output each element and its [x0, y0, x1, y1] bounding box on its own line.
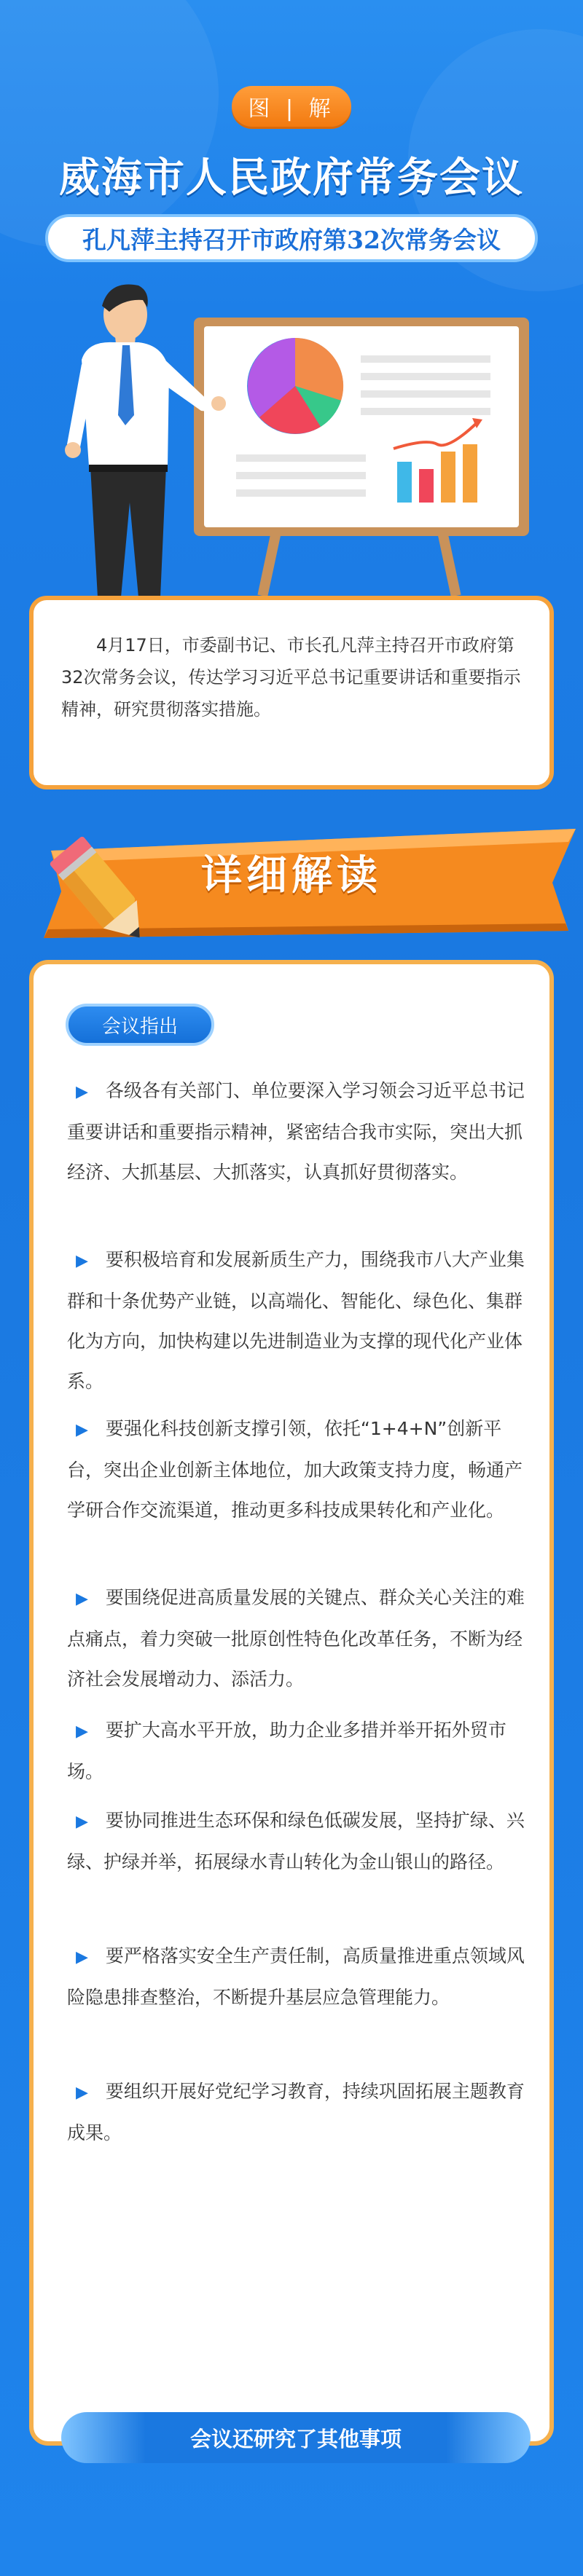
- background-circle: [0, 0, 219, 248]
- presenter-illustration: [0, 269, 583, 604]
- triangle-right-icon: ▶: [76, 1813, 88, 1831]
- list-item: ▶ 要积极培育和发展新质生产力，围绕我市八大产业集群和十条优势产业链，以高端化、智能化、绿色化、集群化为方向，加快构建以先进制造业为支撑的现代化产业体系。: [67, 1240, 528, 1401]
- triangle-right-icon: ▶: [76, 1948, 88, 1966]
- intro-card: [29, 596, 554, 789]
- page-title: 威海市人民政府常务会议: [59, 154, 524, 202]
- section-banner-label: 详细解读: [201, 851, 382, 899]
- triangle-right-icon: ▶: [76, 1722, 88, 1741]
- list-item: ▶ 要扩大高水平开放，助力企业多措并举开拓外贸市场。: [67, 1710, 528, 1792]
- page-subtitle: 孔凡萍主持召开市政府第32次常务会议: [45, 214, 538, 262]
- graphic-tag: 图 | 解: [232, 86, 351, 127]
- list-item: ▶ 要严格落实安全生产责任制，高质量推进重点领域风险隐患排查整治，不断提升基层应急管理能力。: [67, 1936, 528, 2017]
- list-item: ▶ 要协同推进生态环保和绿色低碳发展，坚持扩绿、兴绿、护绿并举，拓展绿水青山转化为金山银山的路径。: [67, 1800, 528, 1882]
- list-item: ▶ 要围绕促进高质量发展的关键点、群众关心关注的难点痛点，着力突破一批原创性特色化改革任务，不断为经济社会发展增动力、添活力。: [67, 1577, 528, 1699]
- section-tag: 会议指出: [66, 1004, 214, 1046]
- triangle-right-icon: ▶: [76, 1590, 88, 1608]
- triangle-right-icon: ▶: [76, 1252, 88, 1270]
- triangle-right-icon: ▶: [76, 1421, 88, 1439]
- intro-text: 4月17日，市委副书记、市长孔凡萍主持召开市政府第32次常务会议，传达学习习近平总书记重要讲话和重要指示精神，研究贯彻落实措施。: [61, 635, 521, 720]
- other-matters-label: 会议还研究了其他事项: [61, 2412, 531, 2463]
- triangle-right-icon: ▶: [76, 1083, 88, 1101]
- list-item: ▶ 要强化科技创新支撑引领，依托“1+4+N”创新平台，突出企业创新主体地位，加大政策支持力度，畅通产学研合作交流渠道，推动更多科技成果转化和产业化。: [67, 1409, 528, 1530]
- list-item: ▶ 各级各有关部门、单位要深入学习领会习近平总书记重要讲话和重要指示精神，紧密结合我市实际，突出大抓经济、大抓基层、大抓落实，认真抓好贯彻落实。: [67, 1071, 528, 1192]
- details-card: [29, 960, 554, 2451]
- list-item: ▶ 要组织开展好党纪学习教育，持续巩固拓展主题教育成果。: [67, 2071, 528, 2153]
- triangle-right-icon: ▶: [76, 2084, 88, 2102]
